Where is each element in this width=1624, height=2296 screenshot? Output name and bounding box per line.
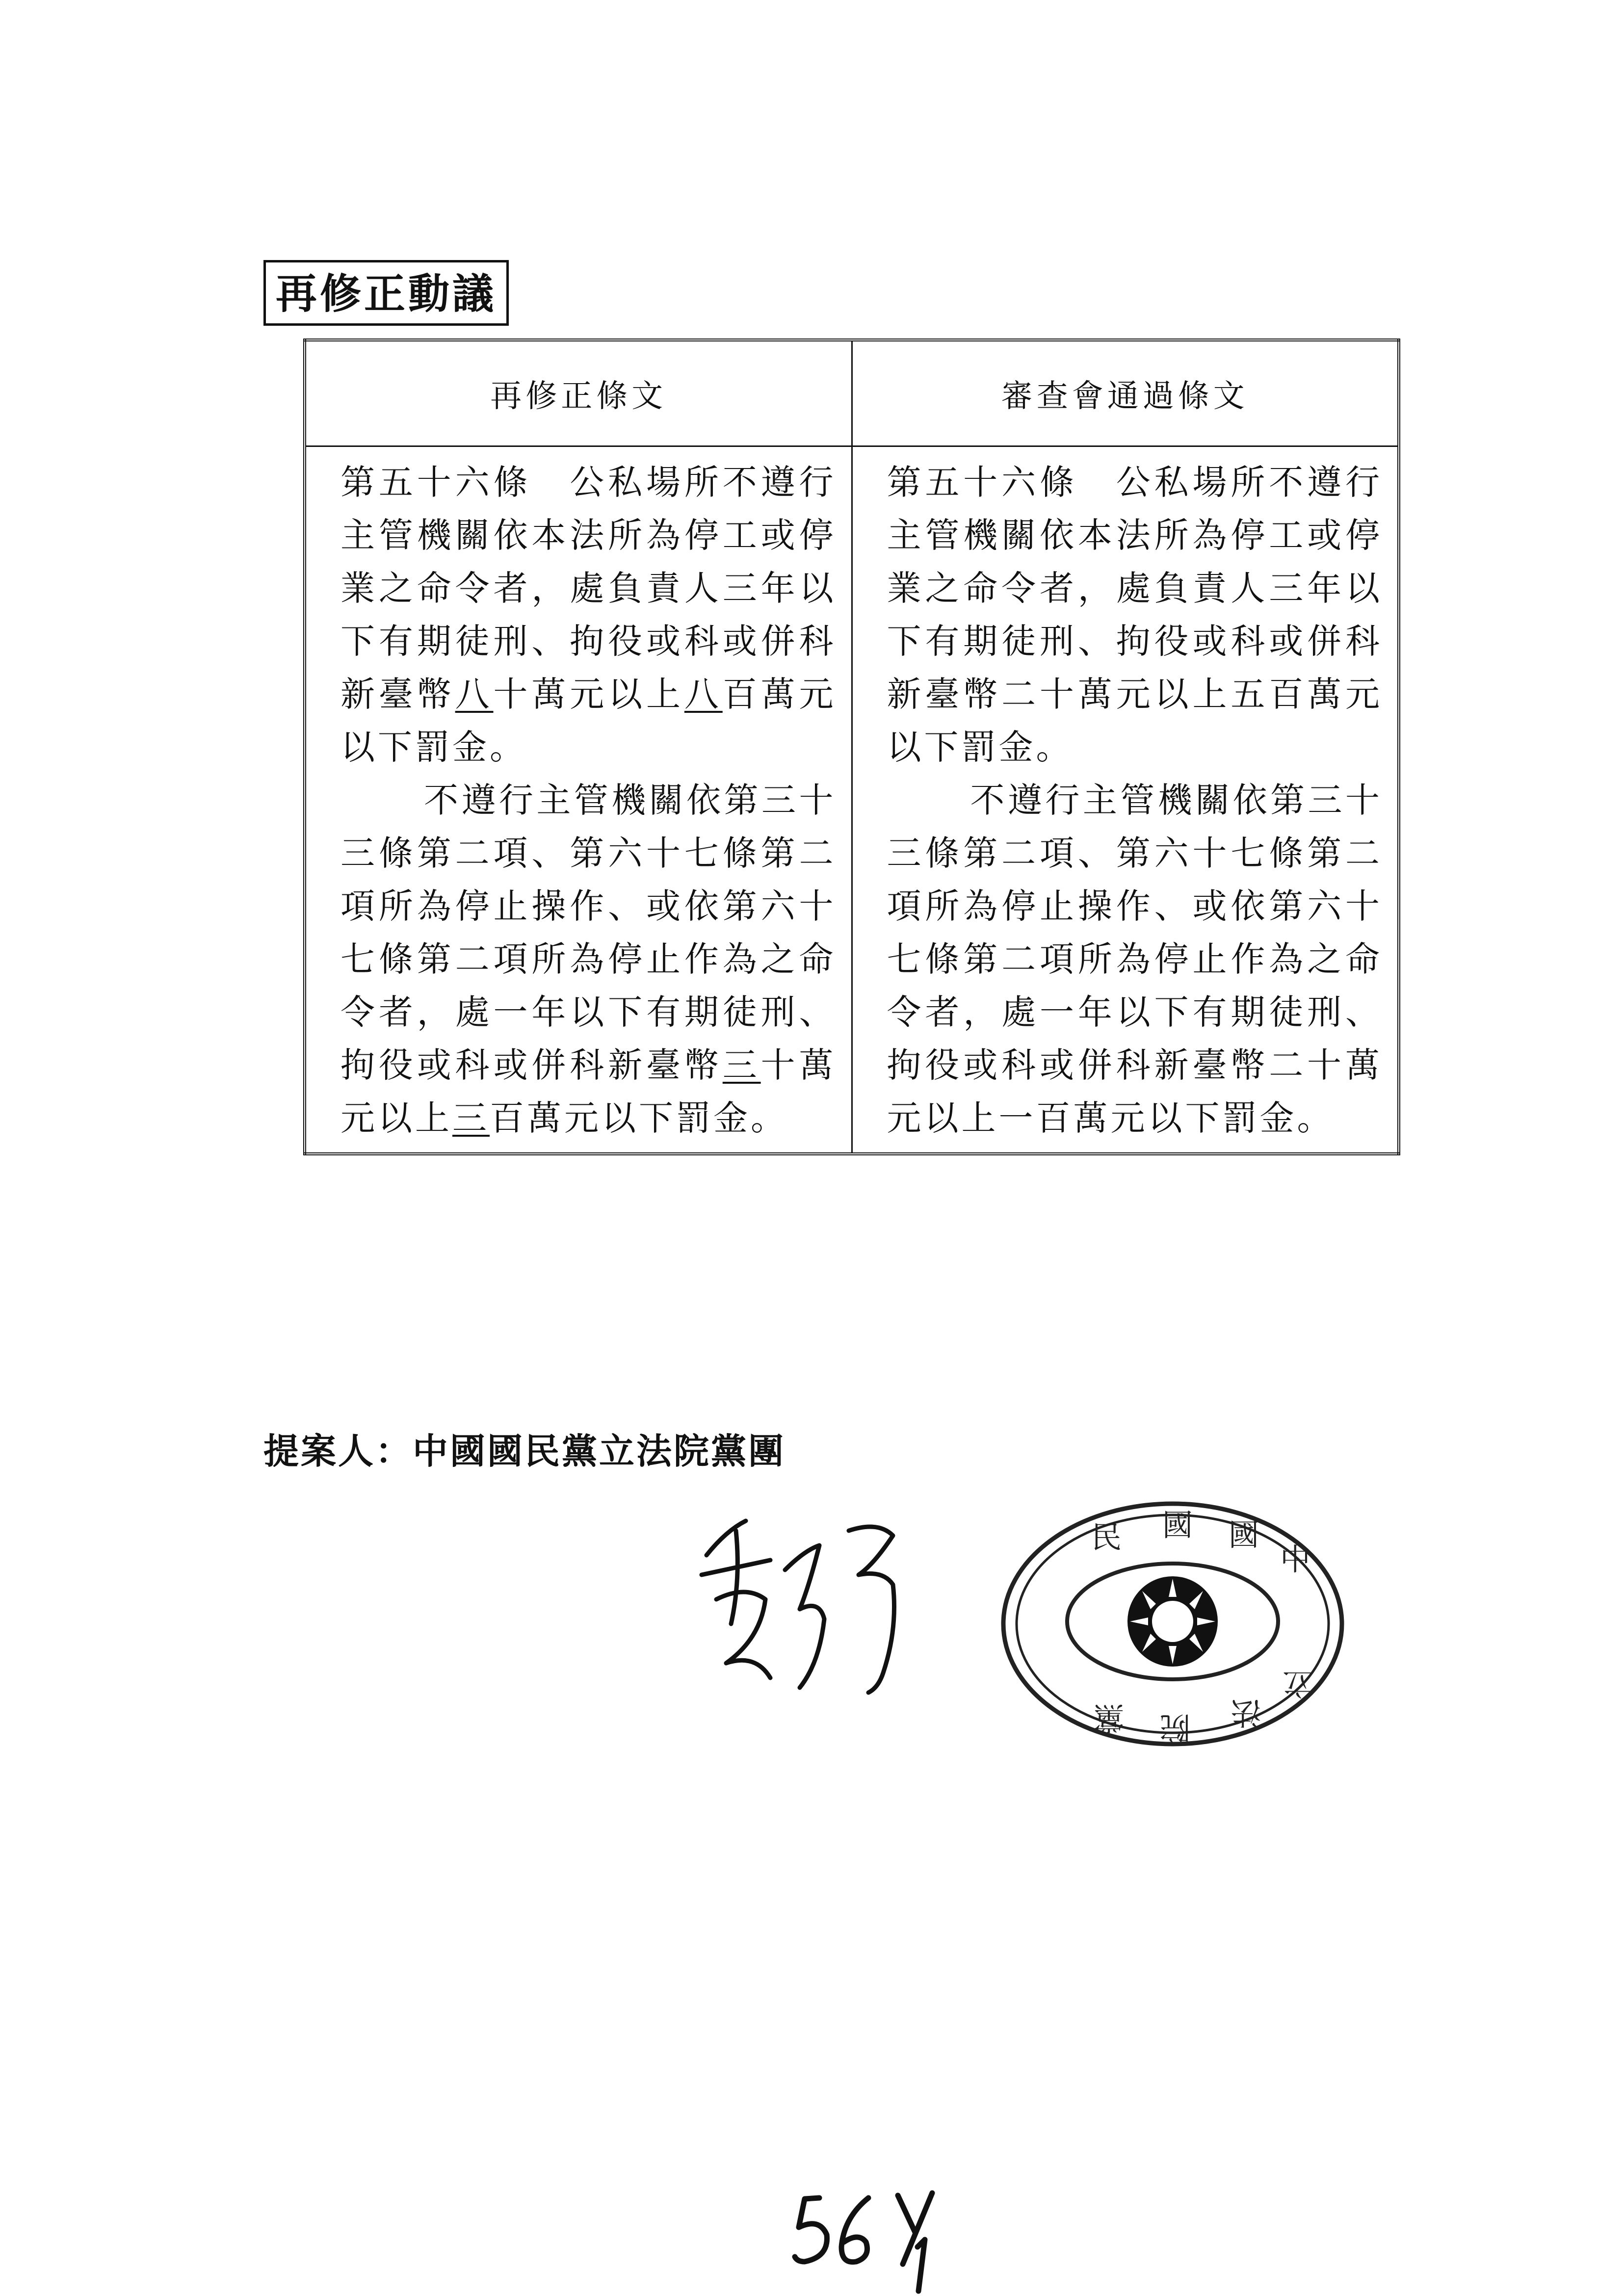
signature xyxy=(687,1501,932,1707)
svg-text:黨: 黨 xyxy=(1093,1700,1125,1736)
amended-figure: 八 xyxy=(684,674,723,714)
amended-figure: 三 xyxy=(452,1098,490,1138)
svg-text:中: 中 xyxy=(1280,1541,1311,1577)
motion-title: 再修正動議 xyxy=(263,260,509,326)
amended-figure: 八 xyxy=(455,674,494,714)
amended-figure: 三 xyxy=(722,1045,761,1085)
svg-text:國: 國 xyxy=(1228,1517,1259,1553)
svg-text:民: 民 xyxy=(1091,1519,1122,1555)
emblem-icon xyxy=(1127,1576,1218,1667)
party-seal xyxy=(996,1496,1349,1751)
svg-text:法: 法 xyxy=(1231,1695,1262,1731)
header-committee-text: 審查會通過條文 xyxy=(852,340,1399,446)
table-header-row xyxy=(305,340,1399,446)
revised-article-cell xyxy=(305,446,852,1154)
revised-para-1: 第五十六條 公私場所不遵行主管機關依本法所為停工或停業之命令者，處負責人三年以下有期徒刑、拘役或科或併科新臺幣八十萬元以上八百萬元以下罰金。 xyxy=(341,462,837,767)
page-number xyxy=(785,2178,981,2296)
table-row xyxy=(305,446,1399,1154)
proposer-line: 提案人：中國國民黨立法院黨團 xyxy=(263,1431,786,1472)
svg-text:國: 國 xyxy=(1162,1507,1193,1543)
header-revised-text: 再修正條文 xyxy=(305,340,852,446)
committee-article-cell xyxy=(852,446,1399,1154)
svg-text:院: 院 xyxy=(1159,1710,1191,1746)
svg-text:立: 立 xyxy=(1282,1666,1313,1701)
committee-para-1: 第五十六條 公私場所不遵行主管機關依本法所為停工或停業之命令者，處負責人三年以下有期徒刑、拘役或科或併科新臺幣二十萬元以上五百萬元以下罰金。 xyxy=(887,462,1383,767)
revised-para-2: 不遵行主管機關依第三十三條第二項、第六十七條第二項所為停止操作、或依第六十七條第二項所為停止作為之命令者，處一年以下有期徒刑、拘役或科或併科新臺幣三十萬元以上三百萬元以下罰金。 xyxy=(341,780,837,1138)
comparison-table xyxy=(303,339,1400,1155)
committee-para-2: 不遵行主管機關依第三十三條第二項、第六十七條第二項所為停止操作、或依第六十七條第二項所為停止作為之命令者，處一年以下有期徒刑、拘役或科或併科新臺幣二十萬元以上一百萬元以下罰金。 xyxy=(887,780,1383,1138)
